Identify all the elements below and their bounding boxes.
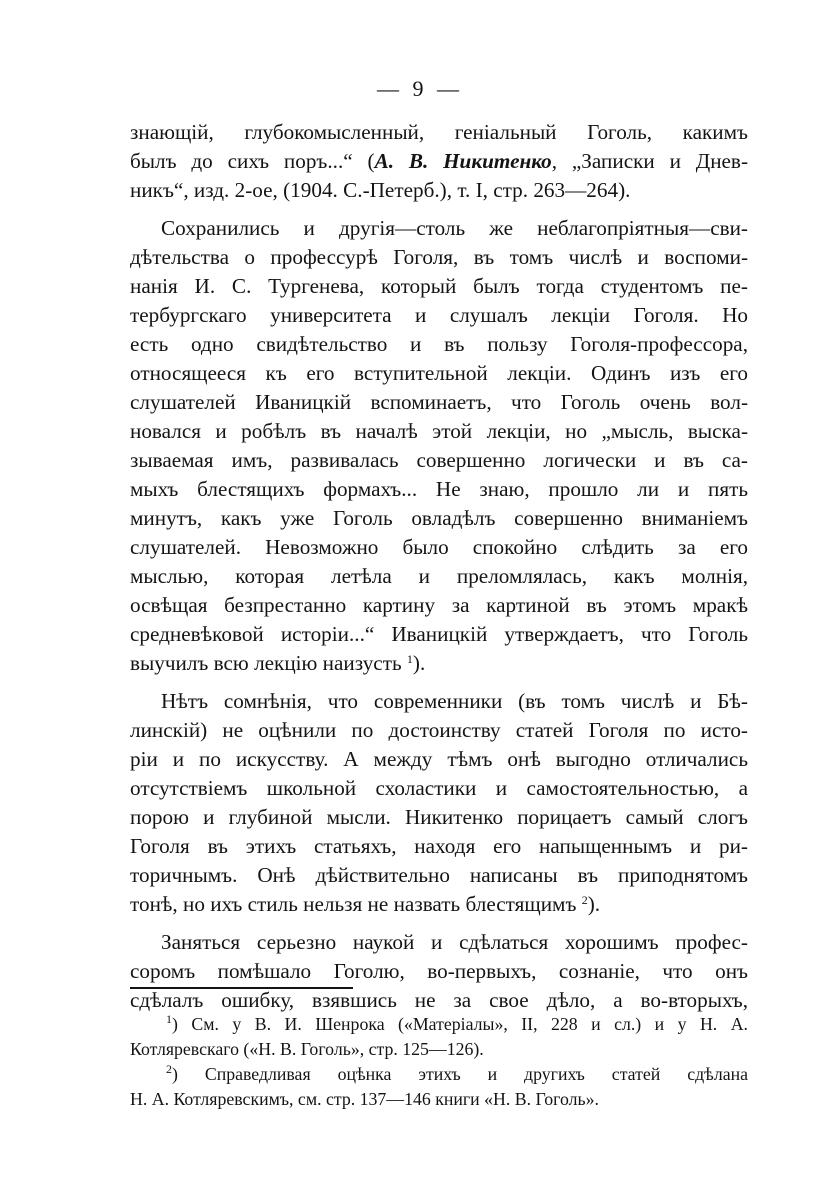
footnote-divider <box>130 987 353 989</box>
paragraph-2 <box>130 214 748 678</box>
text-line: Нѣтъ сомнѣнія, что современники (въ томъ числѣ и Бѣ- <box>161 689 748 713</box>
text-fragment: , „Записки и Днев- <box>551 149 748 173</box>
text-fragment: ). <box>587 892 601 916</box>
paragraph-4 <box>130 928 748 1015</box>
footnote-ref-2[interactable]: 2 <box>581 893 588 907</box>
footnote-marker: 1 <box>166 1012 172 1026</box>
text-line: мыслью, которая летѣла и преломлялась, какъ молнія, <box>130 564 748 588</box>
citation-author: А. В. Никитенко <box>374 149 552 173</box>
page-number: — 9 — <box>377 76 463 101</box>
text-fragment: тонѣ, но ихъ стиль нельзя не назвать блестящимъ <box>130 892 577 916</box>
footnote-1 <box>130 1012 748 1062</box>
paragraph-1 <box>130 118 748 205</box>
text-fragment: былъ до сихъ поръ...“ ( <box>130 149 375 173</box>
text-line <box>130 890 748 919</box>
text-line: порою и глубиной мысли. Никитенко порицаетъ самый слогъ <box>130 805 748 829</box>
text-line: нанія И. С. Тургенева, который былъ тогда студентомъ пе- <box>130 274 748 298</box>
text-line: слушателей Иваницкій вспоминаетъ, что Гоголь очень вол- <box>130 390 748 414</box>
text-line: сдѣлалъ ошибку, взявшись не за свое дѣло, а во-вторыхъ, <box>130 988 748 1012</box>
text-line: соромъ помѣшало Гоголю, во-первыхъ, сознаніе, что онъ <box>130 959 748 983</box>
footnotes <box>130 1012 748 1112</box>
text-line: средневѣковой исторіи...“ Иваницкій утверждаетъ, что Гоголь <box>130 622 748 646</box>
text-line: зываемая имъ, развивалась совершенно логически и въ са- <box>130 448 748 472</box>
text-line: ріи и по искусству. А между тѣмъ онѣ выгодно отличались <box>130 747 748 771</box>
text-line: дѣтельства о профессурѣ Гоголя, въ томъ числѣ и воспоми- <box>130 245 748 269</box>
text-line: никъ“, изд. 2-ое, (1904. С.-Петерб.), т. I, стр. 263—264). <box>130 178 631 202</box>
text-fragment: выучилъ всю лекцію наизусть <box>130 651 402 675</box>
footnote-text: ) Справедливая оцѣнка этихъ и другихъ статей сдѣлана <box>172 1064 748 1084</box>
text-line: тербургскаго университета и слушалъ лекціи Гоголя. Но <box>130 303 748 327</box>
footnote-2 <box>130 1062 748 1112</box>
text-line: линскій) не оцѣнили по достоинству статей Гоголя по исто- <box>130 718 748 742</box>
text-fragment: ). <box>412 651 426 675</box>
text-line <box>130 147 748 176</box>
footnote-line: Котляревскаго («Н. В. Гоголь», стр. 125—126). <box>130 1039 484 1059</box>
text-line: относящееся къ его вступительной лекціи. Одинъ изъ его <box>130 361 748 385</box>
text-line: знающій, глубокомысленный, геніальный Гоголь, какимъ <box>130 120 748 144</box>
text-line: слушателей. Невозможно было спокойно слѣдить за его <box>130 535 748 559</box>
text-line: минутъ, какъ уже Гоголь овладѣлъ совершенно вниманіемъ <box>130 506 748 530</box>
footnote-line <box>130 1012 748 1037</box>
text-line: торичнымъ. Онѣ дѣйствительно написаны въ приподнятомъ <box>130 863 748 887</box>
footnote-line: Н. А. Котляревскимъ, см. стр. 137—146 книги «Н. В. Гоголь». <box>130 1089 599 1109</box>
body-text <box>130 118 748 1015</box>
text-line: Заняться серьезно наукой и сдѣлаться хорошимъ профес- <box>161 930 748 954</box>
text-line: мыхъ блестящихъ формахъ... Не знаю, прошло ли и пять <box>130 477 748 501</box>
text-line: есть одно свидѣтельство и въ пользу Гоголя-профессора, <box>130 332 748 356</box>
text-line: Сохранились и другія—столь же неблагопріятныя—сви- <box>161 216 748 240</box>
footnote-ref-1[interactable]: 1 <box>406 652 413 666</box>
text-line: новался и робѣлъ въ началѣ этой лекціи, но „мысль, выска- <box>130 419 748 443</box>
text-line: Гоголя въ этихъ статьяхъ, находя его напыщеннымъ и ри- <box>130 834 748 858</box>
footnote-marker: 2 <box>166 1062 172 1076</box>
footnote-text: ) См. у В. И. Шенрока («Матеріалы», II, 228 и сл.) и у Н. А. <box>172 1014 748 1034</box>
paragraph-3 <box>130 687 748 919</box>
text-line: освѣщая безпрестанно картину за картиной въ этомъ мракѣ <box>130 593 748 617</box>
text-line <box>130 649 748 678</box>
text-line: отсутствіемъ школьной схоластики и самостоятельностью, а <box>130 776 748 800</box>
footnote-line <box>130 1062 748 1087</box>
